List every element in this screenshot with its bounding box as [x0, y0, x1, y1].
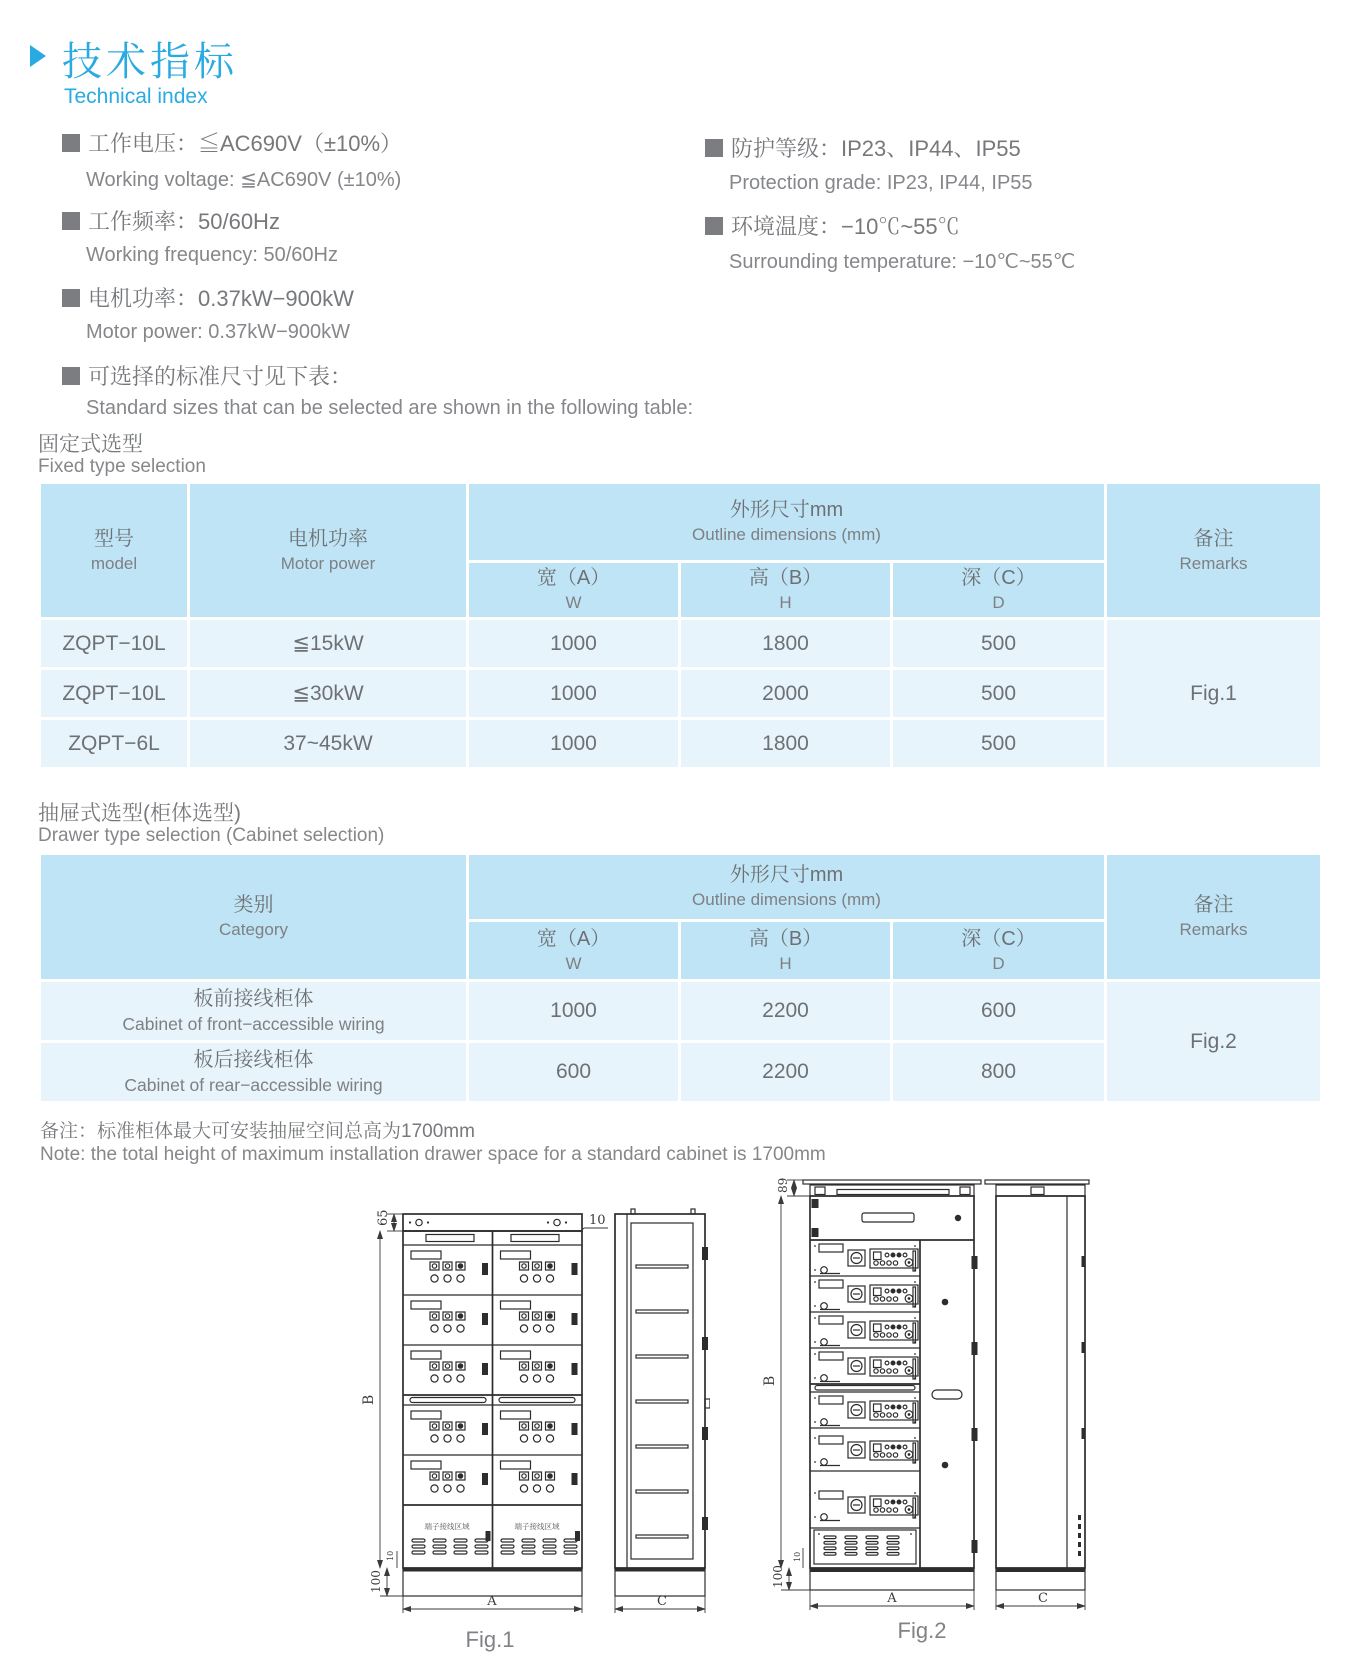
cell-power: ≦30kW	[190, 670, 466, 717]
square-bullet-icon	[62, 367, 80, 385]
cell-remark: Fig.2	[1107, 982, 1320, 1101]
cell-model: ZQPT−10L	[41, 670, 187, 717]
spec-working-voltage-cn: 工作电压：≦AC690V（±10%）	[62, 127, 402, 158]
drawer-type-table	[38, 852, 1323, 1104]
square-bullet-icon	[705, 217, 723, 235]
spec-working-frequency-en: Working frequency: 50/60Hz	[86, 244, 338, 266]
drawer-section-title-en: Drawer type selection (Cabinet selection)	[38, 825, 385, 846]
spec-surrounding-temp-cn: 环境温度：−10℃~55℃	[705, 210, 960, 241]
fig1-caption: Fig.1	[465, 1627, 515, 1652]
section-arrow-icon	[30, 45, 46, 67]
fig1-side-view	[615, 1209, 710, 1596]
fig1-dim-body: B	[361, 1394, 377, 1405]
cell-width: 1000	[469, 720, 678, 767]
spec-standard-sizes-en: Standard sizes that can be selected are shown in the following table:	[86, 397, 694, 419]
col-header-height: 高（B） H	[681, 922, 890, 979]
spec-motor-power-en: Motor power: 0.37kW−900kW	[86, 321, 350, 343]
note-en: Note: the total height of maximum installation drawer space for a standard cabinet is 1700mm	[40, 1144, 826, 1165]
spec-surrounding-temp-en: Surrounding temperature: −10℃~55℃	[729, 251, 1076, 273]
fig2-caption: Fig.2	[897, 1618, 947, 1643]
cell-width: 1000	[469, 620, 678, 667]
fig2-dim-width: A	[887, 1591, 897, 1606]
fig2-dim-plinth: 100	[771, 1565, 785, 1588]
fig2-dim-plinth-inner: 10	[793, 1551, 802, 1562]
fig2-dim-body: B	[762, 1375, 778, 1386]
square-bullet-icon	[62, 134, 80, 152]
cell-category: 板前接线柜体 Cabinet of front−accessible wiring	[41, 982, 466, 1040]
fig2-side-view	[985, 1180, 1089, 1590]
spec-working-voltage-en: Working voltage: ≦AC690V (±10%)	[86, 169, 402, 191]
cell-height: 2200	[681, 982, 890, 1040]
page-subtitle: Technical index	[64, 85, 208, 108]
fixed-section-title-cn: 固定式选型	[38, 433, 143, 456]
cell-power: ≦15kW	[190, 620, 466, 667]
col-header-outline-dimensions: 外形尺寸mm Outline dimensions (mm)	[469, 855, 1104, 919]
cell-remark: Fig.1	[1107, 620, 1320, 767]
note-cn: 备注：标准柜体最大可安装抽屉空间总高为1700mm	[40, 1121, 475, 1142]
cell-height: 2000	[681, 670, 890, 717]
col-header-remarks: 备注 Remarks	[1107, 484, 1320, 617]
cell-depth: 500	[893, 620, 1104, 667]
table-row	[41, 982, 1320, 1040]
spec-motor-power-cn: 电机功率：0.37kW−900kW	[62, 282, 354, 313]
cell-height: 2200	[681, 1043, 890, 1101]
spec-standard-sizes-cn: 可选择的标准尺寸见下表：	[62, 360, 352, 391]
cell-width: 600	[469, 1043, 678, 1101]
fig1-front-view	[403, 1214, 582, 1596]
col-header-category: 类别 Category	[41, 855, 466, 979]
fig1-dim-depth: C	[657, 1594, 667, 1609]
spec-protection-grade-en: Protection grade: IP23, IP44, IP55	[729, 172, 1033, 194]
col-header-depth: 深（C） D	[893, 922, 1104, 979]
cell-depth: 800	[893, 1043, 1104, 1101]
col-header-depth: 深（C） D	[893, 563, 1104, 617]
fixed-type-table	[38, 481, 1323, 770]
fig1-dim-cap: 65	[376, 1209, 391, 1226]
cell-depth: 500	[893, 720, 1104, 767]
fig1-terminal-area-label: 端子接线区域	[514, 1522, 560, 1531]
cell-model: ZQPT−6L	[41, 720, 187, 767]
spec-protection-grade-cn: 防护等级：IP23、IP44、IP55	[705, 132, 1021, 163]
cell-power: 37~45kW	[190, 720, 466, 767]
col-header-remarks: 备注 Remarks	[1107, 855, 1320, 979]
table-row	[41, 620, 1320, 667]
drawer-section-title-cn: 抽屉式选型(柜体选型)	[38, 802, 241, 825]
fig1-dim-gap: 10	[589, 1213, 606, 1228]
square-bullet-icon	[62, 289, 80, 307]
fig1-dim-plinth-inner: 10	[386, 1550, 395, 1561]
cell-width: 1000	[469, 982, 678, 1040]
cell-model: ZQPT−10L	[41, 620, 187, 667]
col-header-width: 宽（A） W	[469, 563, 678, 617]
page-title: 技术指标	[62, 40, 238, 84]
col-header-motor-power: 电机功率 Motor power	[190, 484, 466, 617]
fig1-dim-width: A	[487, 1594, 497, 1609]
fig2-front-view	[803, 1180, 981, 1590]
spec-working-frequency-cn: 工作频率：50/60Hz	[62, 205, 280, 236]
col-header-width: 宽（A） W	[469, 922, 678, 979]
cell-height: 1800	[681, 620, 890, 667]
fig2-dim-depth: C	[1038, 1591, 1048, 1606]
cell-depth: 600	[893, 982, 1104, 1040]
fig1-terminal-area-label: 端子接线区域	[424, 1522, 470, 1531]
cell-category: 板后接线柜体 Cabinet of rear−accessible wiring	[41, 1043, 466, 1101]
fig1-dim-plinth: 100	[369, 1570, 383, 1593]
square-bullet-icon	[62, 212, 80, 230]
square-bullet-icon	[705, 139, 723, 157]
col-header-height: 高（B） H	[681, 563, 890, 617]
col-header-outline-dimensions: 外形尺寸mm Outline dimensions (mm)	[469, 484, 1104, 560]
fixed-section-title-en: Fixed type selection	[38, 456, 206, 477]
cell-height: 1800	[681, 720, 890, 767]
fig2-cabinet-drawing	[715, 1090, 1100, 1660]
fig2-dim-cap: 89	[776, 1177, 790, 1193]
cell-depth: 500	[893, 670, 1104, 717]
fig1-cabinet-drawing	[340, 1195, 710, 1660]
col-header-model: 型号 model	[41, 484, 187, 617]
cell-width: 1000	[469, 670, 678, 717]
